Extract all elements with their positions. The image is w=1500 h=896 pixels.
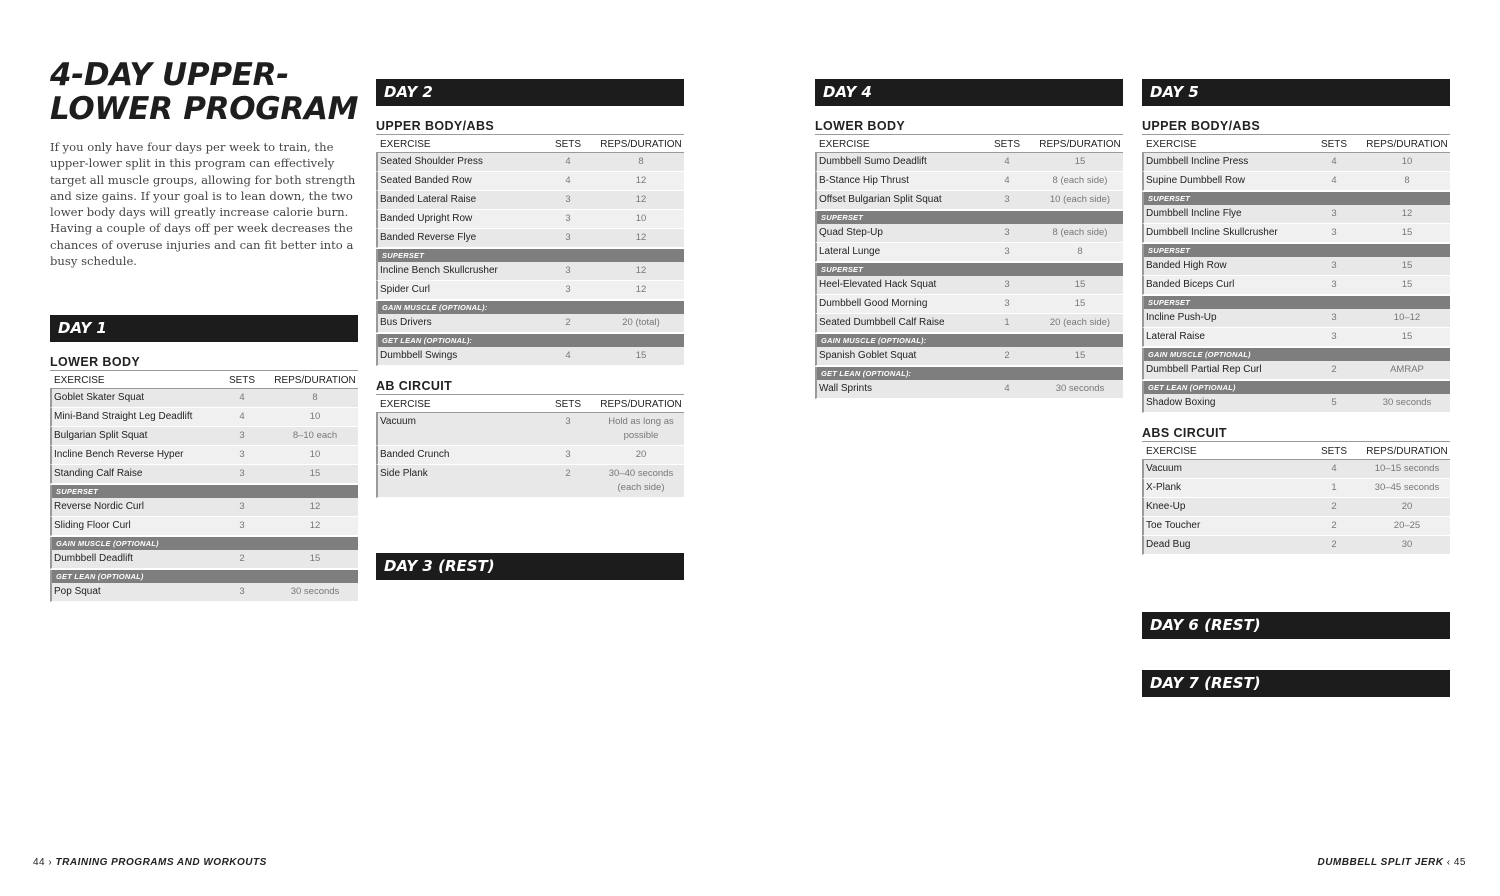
sets-value: 3 [1331,227,1337,238]
table-row [1142,257,1450,276]
table-row [1142,328,1450,347]
reps-value: 10 [1401,156,1413,167]
table-header [376,134,684,153]
table-row [815,276,1123,295]
table-row [50,427,358,446]
reps-value: 15 [1074,279,1086,290]
table-row [1142,276,1450,295]
header-exercise: EXERCISE [1146,139,1197,150]
table-row [815,243,1123,262]
block-title: AB CIRCUIT [376,379,453,393]
exercise-name: Dead Bug [1146,539,1191,550]
sets-value: 2 [1331,501,1337,512]
reps-value: 15 [309,553,321,564]
workout-block [1142,425,1450,555]
exercise-name: Offset Bulgarian Split Squat [819,194,942,205]
sets-value: 3 [1004,227,1010,238]
header-sets: SETS [993,139,1021,150]
table-row [815,153,1123,172]
reps-value: 8 (each side) [1052,227,1108,238]
sets-value: 3 [1331,208,1337,219]
header-sets: SETS [554,139,582,150]
sets-value: 4 [1331,175,1337,186]
table-row [1142,172,1450,191]
exercise-name: Sliding Floor Curl [54,520,131,531]
sets-value: 3 [239,586,245,597]
sets-value: 4 [565,156,571,167]
table-row [815,295,1123,314]
exercise-name: Quad Step-Up [819,227,883,238]
day-section [50,315,358,602]
exercise-name: Spanish Goblet Squat [819,350,917,361]
exercise-name: Dumbbell Swings [380,350,458,361]
reps-value: 20 [635,449,647,460]
header-exercise: EXERCISE [54,375,105,386]
table-row [376,210,684,229]
sets-value: 3 [1004,298,1010,309]
reps-value: 15 [1074,298,1086,309]
exercise-name: Dumbbell Sumo Deadlift [819,156,927,167]
subsection-label: GAIN MUSCLE (OPTIONAL): [815,334,1123,347]
subsection-label: SUPERSET [1142,192,1450,205]
subsection-label: GET LEAN (OPTIONAL) [50,570,358,583]
footer-right-text: DUMBBELL SPLIT JERK [1317,857,1444,868]
sets-value: 4 [1004,383,1010,394]
sets-value: 2 [565,317,571,328]
exercise-name: Pop Squat [54,586,101,597]
table-row [50,389,358,408]
exercise-name: Dumbbell Incline Skullcrusher [1146,227,1278,238]
sets-value: 3 [1004,194,1010,205]
reps-value: 30 [1401,539,1413,550]
table-row [376,172,684,191]
exercise-name: Shadow Boxing [1146,397,1216,408]
page-number-left: 44 [33,857,46,868]
exercise-name: Seated Banded Row [380,175,472,186]
subsection-label: GET LEAN (OPTIONAL) [1142,381,1450,394]
reps-value: 12 [635,194,647,205]
table-header [1142,134,1450,153]
reps-value: 12 [635,232,647,243]
day-section [1142,670,1450,697]
exercise-name: Banded High Row [1146,260,1227,271]
sets-value: 3 [239,449,245,460]
sets-value: 4 [565,175,571,186]
footer-left-text: TRAINING PROGRAMS AND WORKOUTS [55,857,267,868]
sets-value: 1 [1331,482,1337,493]
footer-separator-icon: ‹ [1446,857,1454,868]
workout-block [1142,118,1450,413]
exercise-name: Heel-Elevated Hack Squat [819,279,937,290]
day-section [815,79,1123,399]
header-sets: SETS [1320,446,1348,457]
table-row [50,408,358,427]
header-exercise: EXERCISE [1146,446,1197,457]
exercise-name: Banded Reverse Flye [380,232,477,243]
subsection-label: SUPERSET [815,211,1123,224]
header-reps: REPS/DURATION [1039,139,1121,150]
table-row [376,191,684,210]
footer-left [33,857,267,868]
table-row [1142,479,1450,498]
sets-value: 3 [565,213,571,224]
reps-value: Hold as long as possible [608,416,674,441]
table-row [1142,309,1450,328]
reps-value: 10 [309,411,321,422]
table-row [376,465,684,498]
table-row [376,347,684,366]
sets-value: 3 [239,520,245,531]
day-section [1142,612,1450,639]
exercise-name: Seated Dumbbell Calf Raise [819,317,945,328]
table-row [376,229,684,248]
sets-value: 3 [565,449,571,460]
sets-value: 3 [1004,246,1010,257]
sets-value: 4 [565,350,571,361]
exercise-name: Spider Curl [380,284,431,295]
reps-value: 12 [635,175,647,186]
table-row [1142,394,1450,413]
reps-value: 8 [1404,175,1410,186]
header-exercise: EXERCISE [380,399,431,410]
subsection-label: SUPERSET [376,249,684,262]
exercise-name: Incline Push-Up [1146,312,1217,323]
table-row [376,446,684,465]
exercise-name: Standing Calf Raise [54,468,143,479]
exercise-name: Banded Upright Row [380,213,473,224]
sets-value: 4 [1004,175,1010,186]
header-sets: SETS [1320,139,1348,150]
sets-value: 3 [1004,279,1010,290]
reps-value: 12 [1401,208,1413,219]
sets-value: 3 [565,194,571,205]
exercise-name: Wall Sprints [819,383,872,394]
subsection-label: SUPERSET [1142,244,1450,257]
reps-value: 20 [1401,501,1413,512]
reps-value: AMRAP [1390,364,1424,375]
table-row [376,314,684,333]
exercise-name: Lateral Lunge [819,246,881,257]
table-row [1142,498,1450,517]
sets-value: 3 [1331,260,1337,271]
sets-value: 2 [1331,520,1337,531]
sets-value: 1 [1004,317,1010,328]
table-row [815,172,1123,191]
day-header: DAY 5 [1142,79,1450,106]
reps-value: 8 [1077,246,1083,257]
reps-value: 20 (each side) [1049,317,1111,328]
exercise-name: Bulgarian Split Squat [54,430,148,441]
exercise-name: Toe Toucher [1146,520,1201,531]
sets-value: 2 [239,553,245,564]
table-header [1142,441,1450,460]
reps-value: 30 seconds [1055,383,1105,394]
table-row [815,380,1123,399]
day-header: DAY 7 (REST) [1142,670,1450,697]
intro-paragraph: If you only have four days per week to train, the upper-lower split in this program can effectively target all muscle groups, allowing for both strength and size gains. If your goal is to lean down, the two lower body days will greatly increase calorie burn. Having a couple of days off per week decreases the chances of overuse injuries and can fit better into a busy schedule. [50,140,356,269]
block-title: ABS CIRCUIT [1142,426,1227,440]
subsection-label: SUPERSET [1142,296,1450,309]
exercise-name: Supine Dumbbell Row [1146,175,1245,186]
reps-value: 30–45 seconds [1374,482,1440,493]
reps-value: 15 [1074,350,1086,361]
header-exercise: EXERCISE [380,139,431,150]
exercise-name: Seated Shoulder Press [380,156,483,167]
reps-value: 15 [1401,260,1413,271]
header-reps: REPS/DURATION [600,399,682,410]
exercise-name: Dumbbell Incline Flye [1146,208,1242,219]
sets-value: 2 [1331,539,1337,550]
exercise-name: Vacuum [380,416,416,427]
table-header [50,370,358,389]
sets-value: 2 [1331,364,1337,375]
exercise-name: Dumbbell Partial Rep Curl [1146,364,1262,375]
table-row [1142,460,1450,479]
reps-value: 12 [309,501,321,512]
sets-value: 2 [1004,350,1010,361]
reps-value: 8 [638,156,644,167]
day-section [1142,79,1450,555]
subsection-label: GAIN MUSCLE (OPTIONAL) [1142,348,1450,361]
exercise-name: Incline Bench Skullcrusher [380,265,498,276]
sets-value: 4 [239,411,245,422]
block-title: LOWER BODY [815,119,906,133]
page-title-line-2: LOWER PROGRAM [50,91,359,127]
sets-value: 3 [1331,331,1337,342]
subsection-label: GAIN MUSCLE (OPTIONAL) [50,537,358,550]
day-header: DAY 4 [815,79,1123,106]
exercise-name: Lateral Raise [1146,331,1205,342]
table-row [376,281,684,300]
subsection-label: GET LEAN (OPTIONAL): [376,334,684,347]
reps-value: 30 seconds [1382,397,1432,408]
exercise-name: Reverse Nordic Curl [54,501,145,512]
table-row [815,347,1123,366]
workout-block [50,354,358,602]
table-row [1142,536,1450,555]
exercise-name: Banded Biceps Curl [1146,279,1235,290]
exercise-name: Banded Crunch [380,449,450,460]
page-title-line-1: 4-DAY UPPER- [50,57,289,93]
day-header: DAY 6 (REST) [1142,612,1450,639]
reps-value: 20 (total) [622,317,660,328]
reps-value: 15 [1401,331,1413,342]
reps-value: 30 seconds [290,586,340,597]
sets-value: 4 [239,392,245,403]
page-number-right: 45 [1453,857,1466,868]
header-reps: REPS/DURATION [1366,446,1448,457]
sets-value: 3 [565,265,571,276]
sets-value: 4 [1004,156,1010,167]
table-row [1142,205,1450,224]
sets-value: 3 [565,284,571,295]
exercise-name: Knee-Up [1146,501,1186,512]
exercise-name: X-Plank [1146,482,1182,493]
table-row [1142,153,1450,172]
reps-value: 15 [1401,227,1413,238]
reps-value: 15 [635,350,647,361]
exercise-name: Banded Lateral Raise [380,194,477,205]
day-header: DAY 3 (REST) [376,553,684,580]
sets-value: 5 [1331,397,1337,408]
table-row [376,413,684,446]
footer-separator-icon: › [48,857,56,868]
reps-value: 10 [309,449,321,460]
exercise-name: Vacuum [1146,463,1182,474]
sets-value: 3 [565,232,571,243]
exercise-name: Incline Bench Reverse Hyper [54,449,184,460]
subsection-label: SUPERSET [50,485,358,498]
table-row [1142,224,1450,243]
exercise-name: Bus Drivers [380,317,432,328]
reps-value: 8 (each side) [1052,175,1108,186]
reps-value: 12 [635,284,647,295]
reps-value: 8 [312,392,318,403]
reps-value: 12 [635,265,647,276]
sets-value: 3 [1331,312,1337,323]
table-row [50,583,358,602]
header-reps: REPS/DURATION [1366,139,1448,150]
exercise-name: B-Stance Hip Thrust [819,175,909,186]
header-sets: SETS [228,375,256,386]
table-row [815,314,1123,333]
reps-value: 15 [1074,156,1086,167]
exercise-name: Side Plank [380,468,428,479]
block-title: UPPER BODY/ABS [376,119,495,133]
table-header [815,134,1123,153]
block-title: UPPER BODY/ABS [1142,119,1261,133]
reps-value: 15 [1401,279,1413,290]
sets-value: 3 [565,416,571,427]
exercise-name: Mini-Band Straight Leg Deadlift [54,411,193,422]
workout-block [376,118,684,366]
subsection-label: SUPERSET [815,263,1123,276]
sets-value: 3 [239,501,245,512]
sets-value: 3 [1331,279,1337,290]
reps-value: 15 [309,468,321,479]
table-row [376,153,684,172]
table-row [376,262,684,281]
day-header: DAY 1 [50,315,358,342]
table-row [815,224,1123,243]
header-exercise: EXERCISE [819,139,870,150]
table-row [1142,517,1450,536]
sets-value: 2 [565,468,571,479]
reps-value: 20–25 [1393,520,1421,531]
table-header [376,394,684,413]
header-reps: REPS/DURATION [600,139,682,150]
header-sets: SETS [554,399,582,410]
day-header: DAY 2 [376,79,684,106]
subsection-label: GET LEAN (OPTIONAL): [815,367,1123,380]
table-row [50,446,358,465]
block-title: LOWER BODY [50,355,141,369]
table-row [50,498,358,517]
subsection-label: GAIN MUSCLE (OPTIONAL): [376,301,684,314]
sets-value: 3 [239,430,245,441]
reps-value: 10–15 seconds [1374,463,1440,474]
sets-value: 3 [239,468,245,479]
table-row [50,550,358,569]
reps-value: 10–12 [1393,312,1421,323]
reps-value: 12 [309,520,321,531]
workout-block [815,118,1123,399]
reps-value: 10 [635,213,647,224]
table-row [50,465,358,484]
reps-value: 8–10 each [292,430,338,441]
page-title [50,58,358,126]
sets-value: 4 [1331,156,1337,167]
exercise-name: Dumbbell Incline Press [1146,156,1249,167]
exercise-name: Goblet Skater Squat [54,392,145,403]
reps-value: 30–40 seconds (each side) [608,468,674,493]
reps-value: 10 (each side) [1049,194,1111,205]
footer-right [1317,857,1466,868]
header-reps: REPS/DURATION [274,375,356,386]
table-row [1142,361,1450,380]
workout-block [376,378,684,498]
exercise-name: Dumbbell Deadlift [54,553,133,564]
day-section [376,79,684,498]
table-row [815,191,1123,210]
table-row [50,517,358,536]
exercise-name: Dumbbell Good Morning [819,298,928,309]
day-section [376,553,684,580]
sets-value: 4 [1331,463,1337,474]
